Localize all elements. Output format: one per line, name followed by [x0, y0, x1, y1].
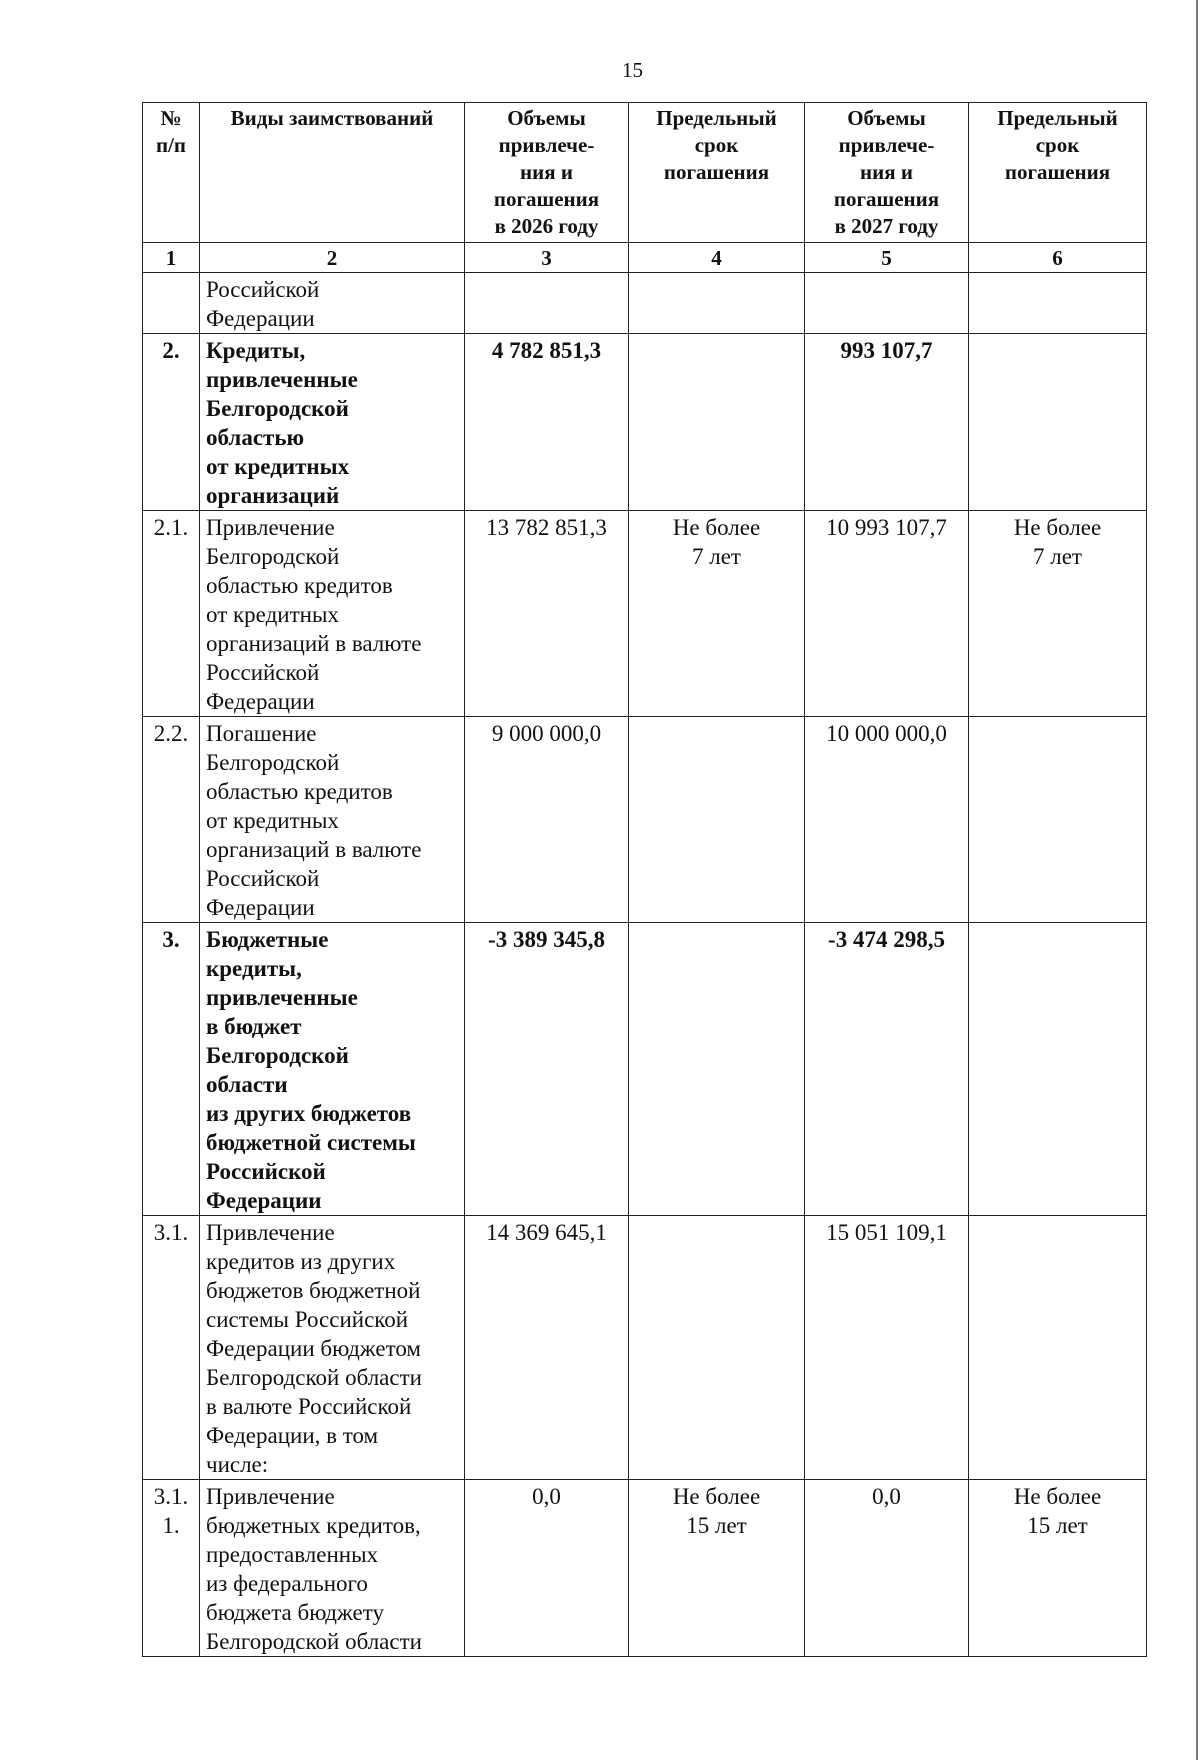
row-name: Привлечение бюджетных кредитов, предоставленных из федерального бюджета бюджету Белгородской области — [200, 1480, 465, 1657]
table-row — [143, 511, 1147, 717]
row-volume-2026 — [465, 273, 629, 334]
row-volume-2027: 10 993 107,7 — [805, 511, 969, 717]
header-cell-type: Виды заимствований — [200, 103, 465, 243]
page-number: 15 — [622, 58, 643, 82]
column-index-cell: 1 — [143, 243, 200, 273]
row-term-2027: Не более 15 лет — [969, 1480, 1147, 1657]
column-index-cell: 4 — [629, 243, 805, 273]
row-name: Российской Федерации — [200, 273, 465, 334]
row-number: 3.1.1. — [143, 1480, 200, 1657]
row-volume-2027: 15 051 109,1 — [805, 1216, 969, 1480]
borrowings-table — [142, 102, 1147, 1657]
row-term-2027: Не более 7 лет — [969, 511, 1147, 717]
header-cell-volume-2026: Объемы привлече- ния и погашения в 2026 году — [465, 103, 629, 243]
column-index-row — [143, 243, 1147, 273]
row-term-2026 — [629, 334, 805, 511]
row-volume-2027 — [805, 273, 969, 334]
row-volume-2026: 14 369 645,1 — [465, 1216, 629, 1480]
header-cell-term-2026: Предельный срок погашения — [629, 103, 805, 243]
row-number: 2. — [143, 334, 200, 511]
row-volume-2026: 9 000 000,0 — [465, 717, 629, 923]
row-number: 2.1. — [143, 511, 200, 717]
row-name: Привлечение Белгородской областью кредитов от кредитных организаций в валюте Российской Федерации — [200, 511, 465, 717]
row-term-2026 — [629, 717, 805, 923]
row-number: 3. — [143, 923, 200, 1216]
row-term-2027 — [969, 273, 1147, 334]
column-index-cell: 5 — [805, 243, 969, 273]
row-term-2026: Не более 7 лет — [629, 511, 805, 717]
table-row — [143, 1480, 1147, 1657]
header-cell-num: № п/п — [143, 103, 200, 243]
row-term-2026 — [629, 923, 805, 1216]
column-index-cell: 6 — [969, 243, 1147, 273]
column-index-cell: 2 — [200, 243, 465, 273]
row-term-2026: Не более 15 лет — [629, 1480, 805, 1657]
row-number: 3.1. — [143, 1216, 200, 1480]
row-name: Привлечение кредитов из других бюджетов бюджетной системы Российской Федерации бюджетом Белгородской области в валюте Российской Федерации, в том числе: — [200, 1216, 465, 1480]
row-number: 2.2. — [143, 717, 200, 923]
row-name: Бюджетные кредиты, привлеченные в бюджет Белгородской области из других бюджетов бюджетной системы Российской Федерации — [200, 923, 465, 1216]
table-row — [143, 1216, 1147, 1480]
row-term-2027 — [969, 1216, 1147, 1480]
row-term-2027 — [969, 923, 1147, 1216]
header-row — [143, 103, 1147, 243]
row-term-2027 — [969, 334, 1147, 511]
row-number — [143, 273, 200, 334]
row-term-2026 — [629, 1216, 805, 1480]
table-row — [143, 923, 1147, 1216]
table-row — [143, 334, 1147, 511]
table-row — [143, 717, 1147, 923]
row-volume-2026: -3 389 345,8 — [465, 923, 629, 1216]
row-name: Погашение Белгородской областью кредитов от кредитных организаций в валюте Российской Федерации — [200, 717, 465, 923]
row-term-2027 — [969, 717, 1147, 923]
column-index-cell: 3 — [465, 243, 629, 273]
row-volume-2026: 4 782 851,3 — [465, 334, 629, 511]
row-volume-2027: 0,0 — [805, 1480, 969, 1657]
row-volume-2026: 0,0 — [465, 1480, 629, 1657]
header-cell-volume-2027: Объемы привлече- ния и погашения в 2027 году — [805, 103, 969, 243]
table-row — [143, 273, 1147, 334]
header-cell-term-2027: Предельный срок погашения — [969, 103, 1147, 243]
row-name: Кредиты, привлеченные Белгородской областью от кредитных организаций — [200, 334, 465, 511]
row-volume-2027: -3 474 298,5 — [805, 923, 969, 1216]
row-term-2026 — [629, 273, 805, 334]
row-volume-2027: 10 000 000,0 — [805, 717, 969, 923]
row-volume-2026: 13 782 851,3 — [465, 511, 629, 717]
scan-edge-line — [1196, 0, 1198, 1760]
row-volume-2027: 993 107,7 — [805, 334, 969, 511]
